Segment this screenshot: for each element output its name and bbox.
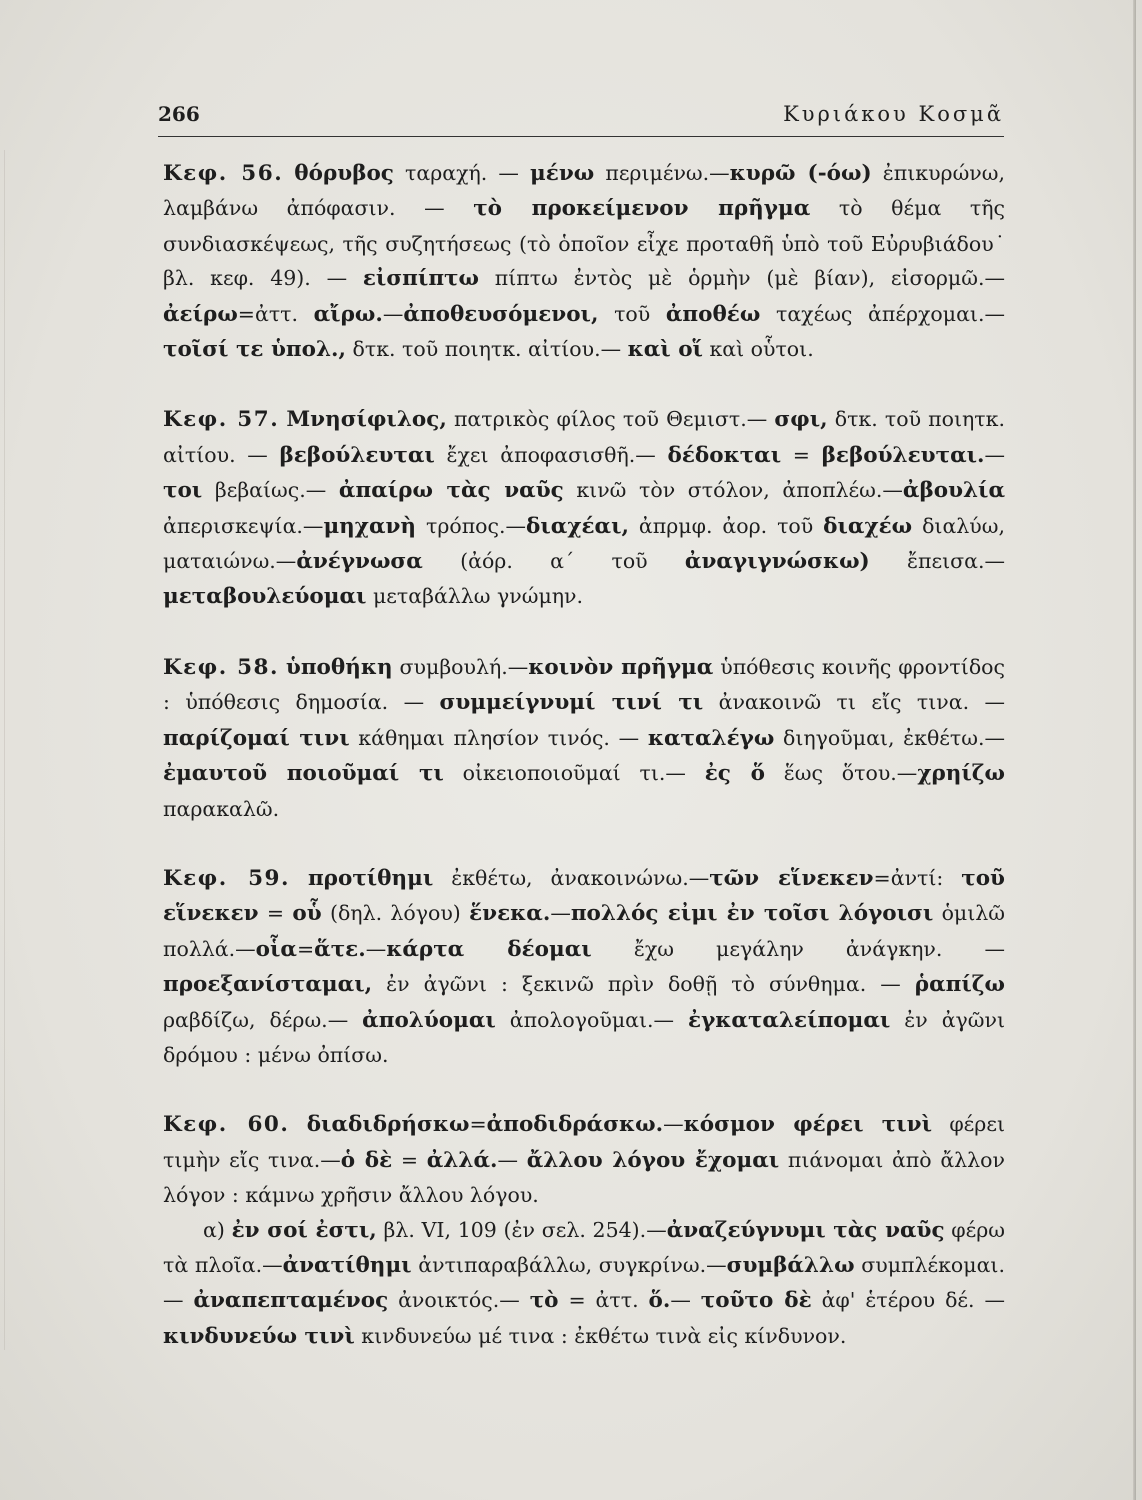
gloss: ἀνακοινῶ τι εἴς τινα. — — [703, 690, 1006, 715]
commentary-body — [163, 156, 1005, 1389]
lemma: σφι, — [774, 407, 828, 433]
lemma: ἄλλου λόγου ἔχομαι — [526, 1147, 780, 1173]
gloss: πατρικὸς φίλος τοῦ Θεμιστ.— — [446, 407, 775, 432]
gloss: διηγοῦμαι, ἐκθέτω.— — [774, 725, 1006, 750]
lemma: κυρῶ (-όω) — [729, 161, 872, 186]
section-kef-60 — [163, 1107, 1005, 1212]
lemma: βεβούλευται — [279, 442, 435, 468]
lemma: πολλός εἰμι ἐν τοῖσι λόγοισι — [570, 901, 934, 927]
lemma: κάρτα δέομαι — [386, 936, 592, 962]
gloss: τοῦ — [598, 301, 666, 326]
gloss: — — [663, 1112, 684, 1137]
running-header — [158, 96, 1004, 137]
gloss: ἐκθέτω, ἀνακοινώνω.— — [433, 865, 710, 890]
gloss: μεταβάλλω γνώμην. — [366, 584, 584, 609]
lemma: ἀβουλία — [902, 478, 1006, 504]
lemma: ἀλλά. — [426, 1147, 498, 1173]
lemma: προεξανίσταμαι, — [163, 972, 373, 998]
lemma: ὑποθήκη — [285, 654, 393, 680]
gloss: περιμένω.— — [594, 161, 730, 185]
section-text — [163, 161, 1005, 361]
lemma: παρίζομαί τινι — [163, 725, 350, 751]
gloss: = — [469, 1112, 487, 1137]
gloss: (δηλ. λόγου) — [321, 901, 470, 926]
gloss: (ἀόρ. α΄ τοῦ — [422, 549, 685, 574]
gloss: — — [382, 301, 404, 326]
lemma: προτίθημι — [307, 865, 434, 891]
gloss: ἐπικυρώνω, λαμβάνω ἀπόφασιν. — — [163, 161, 1005, 221]
gloss: φέρω τὰ πλοῖα.— — [163, 1217, 1006, 1277]
gloss: ἔπεισα.— — [869, 549, 1005, 574]
lemma: τὸ προκείμενον πρῆγμα — [473, 196, 811, 222]
lemma: τοῦτο δὲ — [700, 1288, 812, 1314]
lemma: ἕνεκα. — [469, 901, 551, 927]
gloss: =ἀττ. — [237, 301, 314, 326]
gloss: φέρει τιμὴν εἴς τινα.— — [163, 1112, 1005, 1172]
chapter-label: Κεφ. 58. — [163, 654, 279, 680]
section-kef-60-note-a — [163, 1213, 1005, 1355]
page-binding-mark — [4, 150, 5, 1350]
section-kef-58 — [163, 650, 1005, 826]
section-text — [163, 407, 1005, 608]
gloss: παρακαλῶ. — [163, 796, 280, 821]
lemma: ἀνατίθημι — [282, 1252, 412, 1278]
lemma: εἰσπίπτω — [362, 266, 479, 292]
lemma: ἀπαίρω τὰς ναῦς — [338, 478, 564, 504]
lemma: ἀείρω — [163, 301, 238, 327]
gloss: ἀντιπαραβάλλω, συγκρίνω.— — [411, 1252, 727, 1277]
gloss: α) — [203, 1217, 232, 1242]
chapter-label: Κεφ. 60. — [163, 1112, 290, 1138]
gloss: καὶ οὗτοι. — [702, 337, 814, 362]
lemma: ἀποθευσόμενοι, — [403, 301, 599, 327]
lemma: ῥαπίζω — [914, 972, 1005, 998]
lemma: καταλέγω — [647, 725, 775, 751]
chapter-label: Κεφ. 57. — [163, 407, 280, 433]
lemma: αἴρω. — [313, 301, 383, 327]
lemma: ἐγκαταλείπομαι — [688, 1007, 891, 1033]
lemma: βεβούλευται. — [821, 442, 985, 468]
gloss: βεβαίως.— — [202, 478, 339, 503]
section-kef-56 — [163, 156, 1005, 367]
lemma: χρηίζω — [917, 761, 1005, 787]
page-edge-shadow — [1133, 0, 1136, 1500]
lemma: ὁ δὲ — [340, 1147, 393, 1173]
lemma: κινδυνεύω τινὶ — [163, 1323, 355, 1349]
gloss: ταραχή. — — [393, 161, 531, 185]
gloss: ἕως ὅτου.— — [765, 761, 918, 786]
lemma: διαχέαι, — [526, 513, 629, 539]
gloss: =ἀντί: — [873, 865, 962, 890]
lemma: τὸ — [529, 1288, 559, 1314]
gloss: — — [365, 936, 387, 961]
page-number: 266 — [158, 102, 200, 126]
lemma: ἐς ὅ — [704, 761, 765, 787]
gloss: πίπτω ἐντὸς μὲ ὁρμὴν (μὲ βίαν), εἰσορμῶ.— — [479, 266, 1005, 291]
lemma: ἅτε. — [314, 936, 366, 962]
gloss: ἀπερισκεψία.— — [163, 513, 324, 538]
gloss: κινδυνεύω μέ τινα : ἐκθέτω τινὰ εἰς κίνδυνον. — [354, 1323, 847, 1348]
section-kef-57 — [163, 402, 1005, 614]
gloss: ἐν ἀγῶνι δρόμου : μένω ὀπίσω. — [163, 1007, 1006, 1067]
lemma: ἀποθέω — [665, 301, 761, 327]
lemma: μηχανὴ — [323, 513, 417, 539]
lemma: δέδοκται — [667, 442, 782, 468]
gloss: δτκ. τοῦ ποιητκ. αἰτίου. — — [163, 407, 1005, 467]
lemma: ἐμαυτοῦ ποιοῦμαί τι — [163, 761, 444, 787]
gloss: = — [392, 1147, 427, 1172]
gloss: ὑπόθεσις κοινῆς φροντίδος : ὑπόθεσις δημοσία. — — [163, 654, 1005, 715]
lemma: συμμείγνυμί τινί τι — [439, 690, 704, 716]
section-kef-59 — [163, 861, 1005, 1072]
lemma: ἀναζεύγνυμι τὰς ναῦς — [666, 1217, 945, 1243]
gloss: ραβδίζω, δέρω.— — [163, 1007, 363, 1032]
lemma: τοῖσί τε ὑπολ., — [163, 337, 347, 363]
gloss: δτκ. τοῦ ποιητκ. αἰτίου.— — [346, 337, 628, 362]
gloss: ἐν ἀγῶνι : ξεκινῶ πρὶν δοθῇ τὸ σύνθημα. — — [372, 972, 915, 997]
lemma: καὶ οἵ — [627, 337, 703, 363]
lemma: ἀναπεπταμένος — [193, 1288, 389, 1314]
chapter-label: Κεφ. 56. — [163, 161, 284, 186]
gloss: ταχέως ἀπέρχομαι.— — [760, 301, 1005, 326]
gloss: = — [781, 442, 822, 467]
running-title: Κυριάκου Κοσμᾶ — [783, 102, 1004, 126]
lemma: ὅ. — [648, 1288, 671, 1314]
lemma: τοι — [163, 478, 203, 504]
gloss: τρόπος.— — [416, 513, 527, 538]
gloss: = — [296, 936, 315, 961]
gloss: ἀπρμφ. ἀορ. τοῦ — [628, 513, 824, 538]
lemma: τοῦ εἵνεκεν — [163, 865, 1005, 927]
gloss: ἀνοικτός.— — [388, 1288, 530, 1313]
gloss: οἰκειοποιοῦμαί τι.— — [443, 761, 705, 786]
lemma: ἀναγιγνώσκω) — [684, 549, 870, 575]
gloss: — — [670, 1288, 701, 1313]
gloss: ὁμιλῶ πολλά.— — [163, 901, 1005, 961]
lemma: μένω — [530, 161, 595, 186]
lemma: τῶν εἵνεκεν — [709, 865, 874, 891]
gloss: πιάνομαι ἀπὸ ἄλλον λόγον : κάμνω χρῆσιν ἄλλου λόγου. — [163, 1147, 1005, 1208]
gloss: βλ. VI, 109 (ἐν σελ. 254).— — [376, 1217, 667, 1242]
lemma: οὗ — [292, 901, 322, 927]
gloss: κινῶ τὸν στόλον, ἀποπλέω.— — [563, 478, 903, 503]
gloss: συμβουλή.— — [392, 654, 529, 679]
lemma: θόρυβος — [294, 161, 394, 186]
lemma: ἐν σοί ἐστι, — [231, 1217, 377, 1243]
lemma: μεταβουλεύομαι — [163, 584, 367, 610]
gloss: — — [550, 901, 571, 926]
lemma: ἀπολύομαι — [362, 1007, 496, 1033]
gloss: = ἀττ. — [558, 1288, 649, 1313]
gloss: τὸ θέμα τῆς συνδιασκέψεως, τῆς συζητήσεως (τὸ ὁποῖον εἶχε προταθῆ ὑπὸ τοῦ Εὐρυβιάδου˙ βλ. κεφ. 49). — — [163, 196, 1005, 291]
lemma: οἷα — [255, 936, 297, 962]
section-text — [163, 1218, 1005, 1348]
gloss: ἀπολογοῦμαι.— — [495, 1007, 689, 1032]
lemma: κοινὸν πρῆγμα — [528, 654, 714, 680]
lemma: ἀποδιδράσκω. — [486, 1112, 664, 1138]
section-text — [163, 655, 1005, 821]
lemma: Μνησίφιλος, — [286, 407, 447, 433]
gloss: κάθημαι πλησίον τινός. — — [349, 725, 648, 750]
lemma: κόσμον φέρει τινὶ — [683, 1112, 932, 1138]
gloss: συμπλέκομαι.— — [163, 1252, 1005, 1313]
gloss: ἀφ' ἑτέρου δέ. — — [811, 1288, 1005, 1313]
gloss: — — [497, 1147, 527, 1172]
gloss: διαλύω, ματαιώνω.— — [163, 513, 1005, 574]
gloss: ἔχω μεγάλην ἀνάγκην. — — [591, 936, 1005, 961]
gloss: — — [984, 442, 1006, 467]
lemma: διαδιδρήσκω — [306, 1112, 470, 1138]
section-text — [163, 866, 1005, 1067]
lemma: συμβάλλω — [726, 1252, 855, 1278]
lemma: ἀνέγνωσα — [296, 549, 423, 575]
gloss: ἔχει ἀποφασισθῆ.— — [434, 442, 668, 467]
chapter-label: Κεφ. 59. — [163, 865, 290, 891]
gloss: = — [258, 901, 293, 926]
section-text — [163, 1112, 1005, 1207]
lemma: διαχέω — [823, 513, 913, 539]
